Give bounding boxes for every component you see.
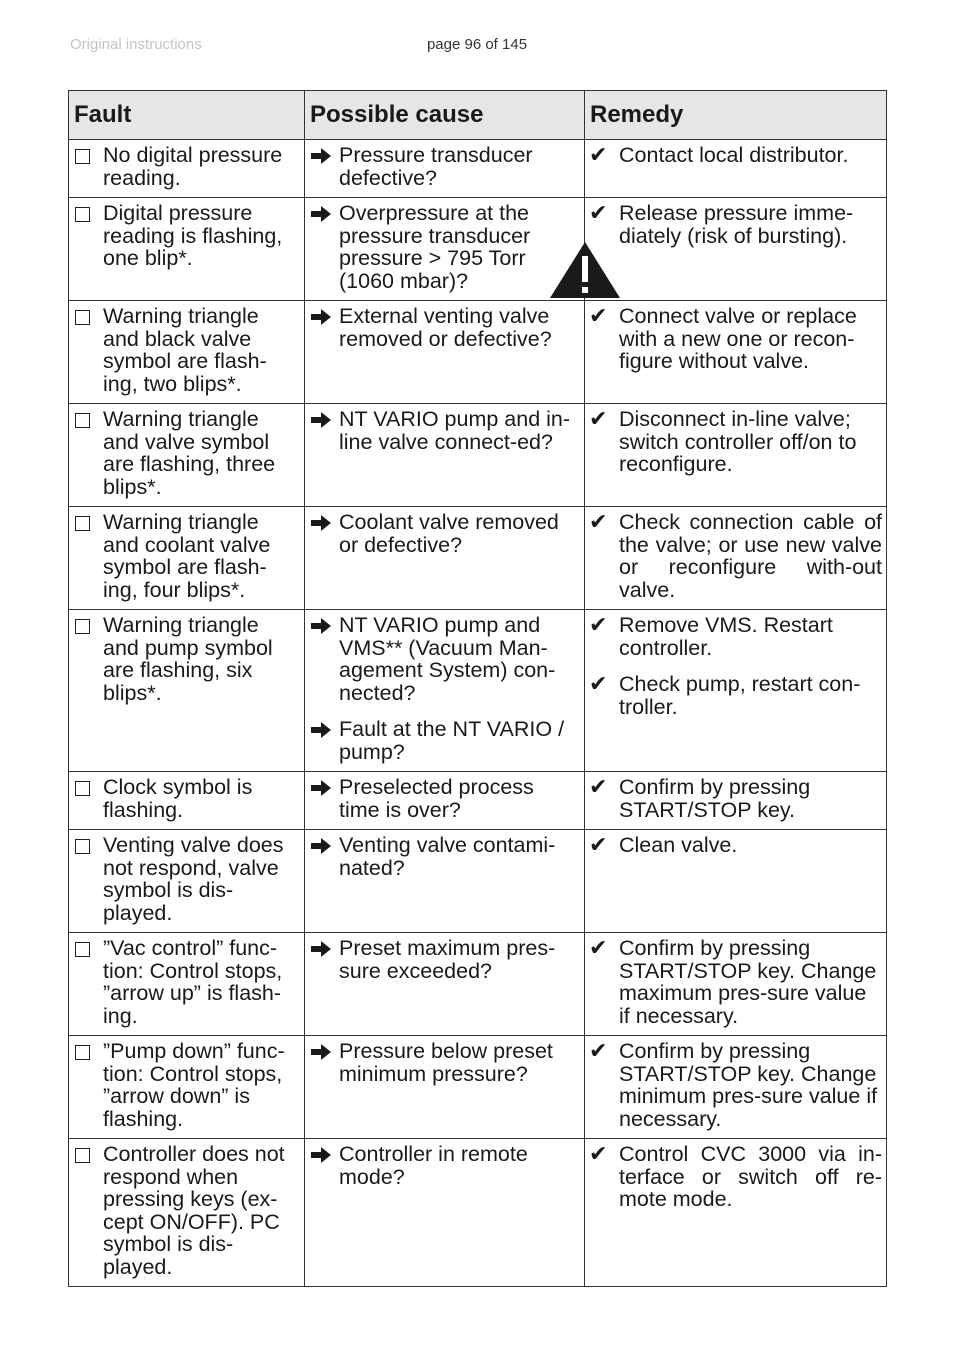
cause-item-text: Venting valve contami-nated?: [339, 833, 556, 880]
arrow-right-icon: [309, 718, 339, 738]
checkmark-icon: ✔: [589, 509, 608, 534]
table-row: [69, 301, 887, 404]
fault-item-text: Warning triangle and pump symbol are flashing, six blips*.: [103, 613, 273, 705]
checkbox-icon: [73, 511, 103, 531]
remedy-item: [589, 511, 882, 601]
fault-cell: [69, 1139, 305, 1287]
remedy-cell: [585, 198, 887, 301]
fault-item-text: ”Vac control” func-tion: Control stops, ”arrow up” is flash-ing.: [103, 936, 283, 1028]
cause-item: [309, 202, 580, 292]
fault-item-text: Clock symbol is flashing.: [103, 775, 253, 822]
remedy-cell: [585, 610, 887, 772]
checkbox-icon: [73, 1040, 103, 1060]
cause-item: [309, 937, 580, 982]
fault-item: [73, 202, 300, 270]
fault-cell: [69, 933, 305, 1036]
cause-item-text: Pressure transducer defective?: [339, 143, 533, 190]
fault-cell: [69, 507, 305, 610]
checkmark-icon: ✔: [589, 832, 608, 857]
fault-item: [73, 144, 300, 189]
checkmark-icon: ✔: [589, 142, 608, 167]
arrow-right-icon: [309, 1143, 339, 1163]
checkbox-icon: [73, 144, 103, 164]
cause-item: [309, 1040, 580, 1085]
table-body: [69, 140, 887, 1287]
arrow-right-icon: [309, 408, 339, 428]
arrow-right-icon: [309, 614, 339, 634]
fault-item-text: No digital pressure reading.: [103, 143, 283, 190]
cause-item: [309, 144, 580, 189]
remedy-item-text: Release pressure imme-diately (risk of bursting).: [619, 201, 854, 248]
cause-item: [309, 718, 580, 763]
cause-cell: [305, 301, 585, 404]
remedy-item: [589, 144, 882, 167]
cause-cell: [305, 610, 585, 772]
arrow-right-icon: [309, 776, 339, 796]
fault-cell: [69, 198, 305, 301]
header-fault: Fault: [69, 91, 305, 140]
remedy-item-text: Disconnect in-line valve; switch controller off/on to reconfigure.: [619, 407, 857, 476]
cause-item-text: Preset maximum pres-sure exceeded?: [339, 936, 556, 983]
table-row: [69, 1139, 887, 1287]
cause-cell: [305, 830, 585, 933]
cause-item: [309, 614, 580, 704]
checkbox-icon: [73, 937, 103, 957]
arrow-right-icon: [309, 305, 339, 325]
fault-cell: [69, 830, 305, 933]
remedy-item-text: Check connection cable of the valve; or use new valve or reconfigure with-out valve.: [619, 510, 882, 602]
fault-item-text: Warning triangle and coolant valve symbol are flash-ing, four blips*.: [103, 510, 271, 602]
cause-cell: [305, 772, 585, 830]
fault-cell: [69, 772, 305, 830]
fault-item: [73, 776, 300, 821]
cause-cell: [305, 198, 585, 301]
cause-item: [309, 776, 580, 821]
checkbox-icon: [73, 202, 103, 222]
cause-item: [309, 1143, 580, 1188]
table-row: [69, 507, 887, 610]
cause-item: [309, 511, 580, 556]
arrow-right-icon: [309, 511, 339, 531]
remedy-cell: [585, 507, 887, 610]
remedy-item-text: Remove VMS. Restart controller.: [619, 613, 833, 660]
remedy-cell: [585, 140, 887, 198]
fault-item-text: Warning triangle and black valve symbol are flash-ing, two blips*.: [103, 304, 267, 396]
cause-item-text: Preselected process time is over?: [339, 775, 534, 822]
checkmark-icon: ✔: [589, 303, 608, 328]
fault-item: [73, 511, 300, 601]
checkbox-icon: [73, 776, 103, 796]
arrow-right-icon: [309, 834, 339, 854]
arrow-right-icon: [309, 1040, 339, 1060]
remedy-item-text: Clean valve.: [619, 833, 738, 857]
cause-cell: [305, 404, 585, 507]
remedy-item: [589, 1143, 882, 1211]
fault-cell: [69, 140, 305, 198]
fault-cell: [69, 301, 305, 404]
cause-item-text: Pressure below preset minimum pressure?: [339, 1039, 553, 1086]
remedy-cell: [585, 830, 887, 933]
fault-item: [73, 1143, 300, 1278]
table-row: [69, 198, 887, 301]
arrow-right-icon: [309, 144, 339, 164]
header-remedy: Remedy: [585, 91, 887, 140]
cause-cell: [305, 1036, 585, 1139]
remedy-item-text: Confirm by pressing START/STOP key.: [619, 775, 811, 822]
remedy-item: [589, 1040, 882, 1130]
cause-item-text: Fault at the NT VARIO / pump?: [339, 717, 565, 764]
cause-item: [309, 408, 580, 453]
table-row: [69, 933, 887, 1036]
fault-item-text: Digital pressure reading is flashing, one blip*.: [103, 201, 283, 270]
checkbox-icon: [73, 614, 103, 634]
remedy-item-text: Confirm by pressing START/STOP key. Change maximum pres-sure value if necessary.: [619, 936, 877, 1028]
checkmark-icon: ✔: [589, 200, 608, 225]
table-row: [69, 404, 887, 507]
remedy-item-text: Check pump, restart con-troller.: [619, 672, 861, 719]
cause-item-text: External venting valve removed or defective?: [339, 304, 552, 351]
cause-item-text: Controller in remote mode?: [339, 1142, 528, 1189]
fault-item: [73, 408, 300, 498]
checkmark-icon: ✔: [589, 612, 608, 637]
fault-cell: [69, 1036, 305, 1139]
remedy-item: [589, 834, 882, 857]
warning-triangle-icon: [548, 240, 622, 300]
remedy-item-text: Confirm by pressing START/STOP key. Change minimum pres-sure value if necessary.: [619, 1039, 878, 1131]
remedy-item: [589, 937, 882, 1027]
fault-item: [73, 614, 300, 704]
troubleshooting-table: [68, 90, 887, 1287]
fault-item-text: Venting valve does not respond, valve symbol is dis-played.: [103, 833, 284, 925]
checkmark-icon: ✔: [589, 935, 608, 960]
fault-item-text: Controller does not respond when pressing keys (ex-cept ON/OFF). PC symbol is dis-played.: [103, 1142, 285, 1279]
fault-cell: [69, 610, 305, 772]
checkmark-icon: ✔: [589, 1038, 608, 1063]
remedy-item: [589, 408, 882, 476]
remedy-cell: [585, 301, 887, 404]
cause-item-text: Overpressure at the pressure transducer pressure > 795 Torr (1060 mbar)?: [339, 201, 531, 293]
arrow-right-icon: [309, 937, 339, 957]
fault-item: [73, 834, 300, 924]
page-number: page 96 of 145: [426, 36, 528, 53]
cause-cell: [305, 933, 585, 1036]
fault-item-text: Warning triangle and valve symbol are flashing, three blips*.: [103, 407, 276, 499]
cause-item-text: NT VARIO pump and VMS** (Vacuum Man-agement System) con-nected?: [339, 613, 556, 705]
checkbox-icon: [73, 834, 103, 854]
table-row: [69, 140, 887, 198]
cause-item-text: NT VARIO pump and in-line valve connect-ed?: [339, 407, 571, 454]
table-row: [69, 830, 887, 933]
checkmark-icon: ✔: [589, 671, 608, 696]
cause-item: [309, 305, 580, 350]
fault-item: [73, 937, 300, 1027]
checkmark-icon: ✔: [589, 1141, 608, 1166]
checkmark-icon: ✔: [589, 774, 608, 799]
checkbox-icon: [73, 305, 103, 325]
table-header-row: [69, 91, 887, 140]
remedy-item-text: Control CVC 3000 via in-terface or switch off re-mote mode.: [619, 1142, 882, 1211]
remedy-item: [589, 776, 882, 821]
remedy-item-text: Connect valve or replace with a new one or recon-figure without valve.: [619, 304, 857, 373]
arrow-right-icon: [309, 202, 339, 222]
table-row: [69, 1036, 887, 1139]
fault-item: [73, 1040, 300, 1130]
cause-item-text: Coolant valve removed or defective?: [339, 510, 559, 557]
remedy-cell: [585, 1036, 887, 1139]
table-row: [69, 610, 887, 772]
remedy-item-text: Contact local distributor.: [619, 143, 849, 167]
checkbox-icon: [73, 1143, 103, 1163]
remedy-item: [589, 305, 882, 373]
checkbox-icon: [73, 408, 103, 428]
cause-cell: [305, 1139, 585, 1287]
cause-item: [309, 834, 580, 879]
remedy-item: [589, 202, 882, 247]
remedy-cell: [585, 772, 887, 830]
remedy-cell: [585, 933, 887, 1036]
table-row: [69, 772, 887, 830]
document-label: Original instructions: [70, 36, 202, 53]
cause-cell: [305, 507, 585, 610]
remedy-item: [589, 614, 882, 659]
checkmark-icon: ✔: [589, 406, 608, 431]
remedy-item: [589, 673, 882, 718]
fault-item-text: ”Pump down” func-tion: Control stops, ”arrow down” is flashing.: [103, 1039, 285, 1131]
remedy-cell: [585, 404, 887, 507]
cause-cell: [305, 140, 585, 198]
remedy-cell: [585, 1139, 887, 1287]
fault-cell: [69, 404, 305, 507]
header-possible-cause: Possible cause: [305, 91, 585, 140]
fault-item: [73, 305, 300, 395]
